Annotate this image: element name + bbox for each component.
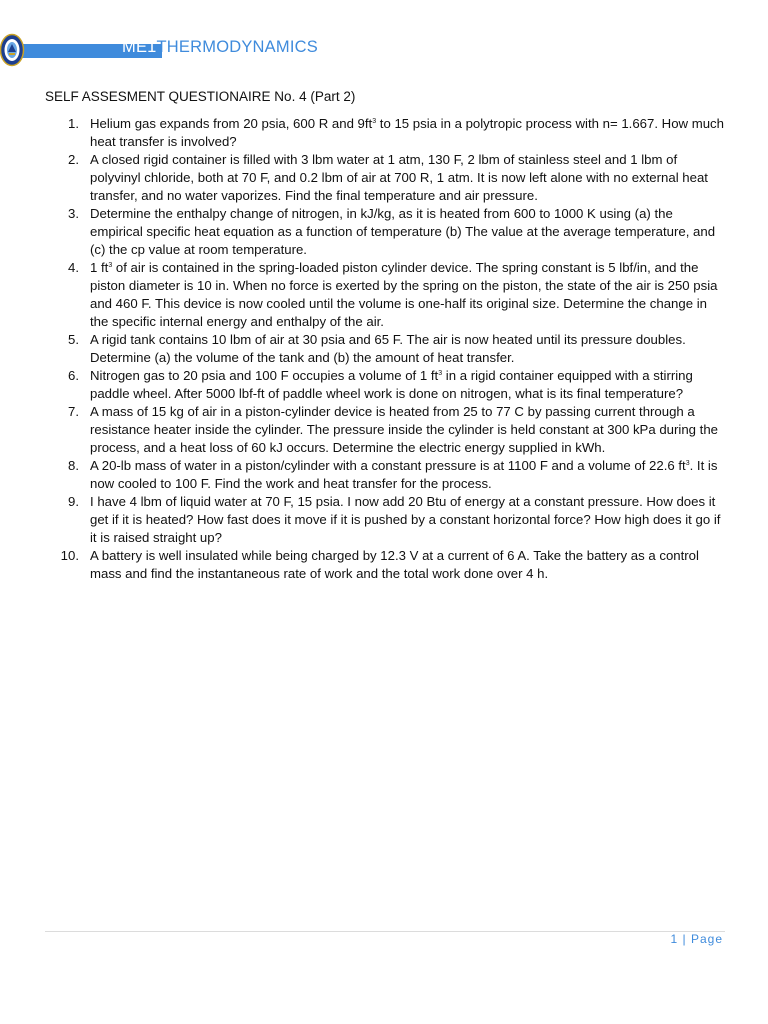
question-text-continued: . It is now cooled to 100 F. Find the work and heat transfer for the process. xyxy=(90,458,718,491)
question-item xyxy=(45,457,725,493)
unit-exponent: 3 xyxy=(372,118,377,125)
question-item xyxy=(45,259,725,331)
question-number: 8. xyxy=(68,458,79,473)
question-item xyxy=(45,367,725,403)
university-seal-icon xyxy=(0,33,28,67)
question-item xyxy=(45,331,725,367)
course-code: ME1 xyxy=(122,38,157,56)
question-number: 9. xyxy=(68,494,79,509)
question-item xyxy=(45,403,725,457)
page-number: 1 | Page xyxy=(670,932,723,946)
question-number: 2. xyxy=(68,152,79,167)
unit-exponent: 3 xyxy=(438,370,443,377)
question-text: A 20-lb mass of water in a piston/cylinder with a constant pressure is at 1100 F and a volume of 22.6 ft xyxy=(90,458,686,473)
question-text: A rigid tank contains 10 lbm of air at 30 psia and 65 F. The air is now heated until its pressure doubles. Determine (a) the volume of the tank and (b) the amount of heat transfer. xyxy=(90,332,686,365)
question-number: 10. xyxy=(60,548,79,563)
question-text: Helium gas expands from 20 psia, 600 R and 9ft xyxy=(90,116,373,131)
question-text-continued: to 15 psia in a polytropic process with n= 1.667. How much heat transfer is involved? xyxy=(90,116,724,149)
unit-exponent: 3 xyxy=(685,460,690,467)
question-number: 5. xyxy=(68,332,79,347)
question-item xyxy=(45,547,725,583)
question-list xyxy=(45,115,725,583)
question-number: 7. xyxy=(68,404,79,419)
question-text-continued: in a rigid container equipped with a stirring paddle wheel. After 5000 lbf-ft of paddle wheel work is done on nitrogen, what is its final temperature? xyxy=(90,368,693,401)
question-number: 4. xyxy=(68,260,79,275)
question-item xyxy=(45,493,725,547)
question-text: Determine the enthalpy change of nitrogen, in kJ/kg, as it is heated from 600 to 1000 K using (a) the empirical specific heat equation as a function of temperature (b) The value at the average temperature, and (c) the cp value at room temperature. xyxy=(90,206,716,257)
questionnaire-title: SELF ASSESMENT QUESTIONAIRE No. 4 (Part 2) xyxy=(45,89,356,104)
course-title xyxy=(122,38,318,57)
course-name: THERMODYNAMICS xyxy=(156,38,318,56)
question-text: 1 ft xyxy=(90,260,109,275)
footer-divider xyxy=(45,931,725,932)
question-number: 1. xyxy=(68,116,79,131)
question-text: A battery is well insulated while being charged by 12.3 V at a current of 6 A. Take the battery as a control mass and find the instantaneous rate of work and the total work done over 4 h. xyxy=(90,548,699,581)
question-item xyxy=(45,205,725,259)
question-text: I have 4 lbm of liquid water at 70 F, 15 psia. I now add 20 Btu of energy at a constant pressure. How does it get if it is heated? How fast does it move if it is pushed by a constant horizontal force? How high does it go if it is raised straight up? xyxy=(90,494,721,545)
question-item xyxy=(45,151,725,205)
unit-exponent: 3 xyxy=(108,262,113,269)
question-text: A closed rigid container is filled with 3 lbm water at 1 atm, 130 F, 2 lbm of stainless steel and 1 lbm of polyvinyl chloride, both at 70 F, and 0.2 lbm of air at 700 R, 1 atm. It is now left alone with no external heat transfer, and no water vaporizes. Find the final temperature and air pressure. xyxy=(90,152,708,203)
question-text-continued: of air is contained in the spring-loaded piston cylinder device. The spring constant is 5 lbf/in, and the piston diameter is 10 in. When no force is exerted by the spring on the piston, the state of the air is 250 psia and 460 F. This device is now cooled until the volume is one-half its original size. Determine the change in the specific internal energy and enthalpy of the air. xyxy=(90,260,718,329)
question-text: A mass of 15 kg of air in a piston-cylinder device is heated from 25 to 77 C by passing current through a resistance heater inside the cylinder. The pressure inside the cylinder is held constant at 300 kPa during the process, and a heat loss of 60 kJ occurs. Determine the electric energy supplied in kWh. xyxy=(90,404,718,455)
question-text: Nitrogen gas to 20 psia and 100 F occupies a volume of 1 ft xyxy=(90,368,439,383)
question-number: 6. xyxy=(68,368,79,383)
question-number: 3. xyxy=(68,206,79,221)
page-header xyxy=(0,30,768,70)
question-item xyxy=(45,115,725,151)
